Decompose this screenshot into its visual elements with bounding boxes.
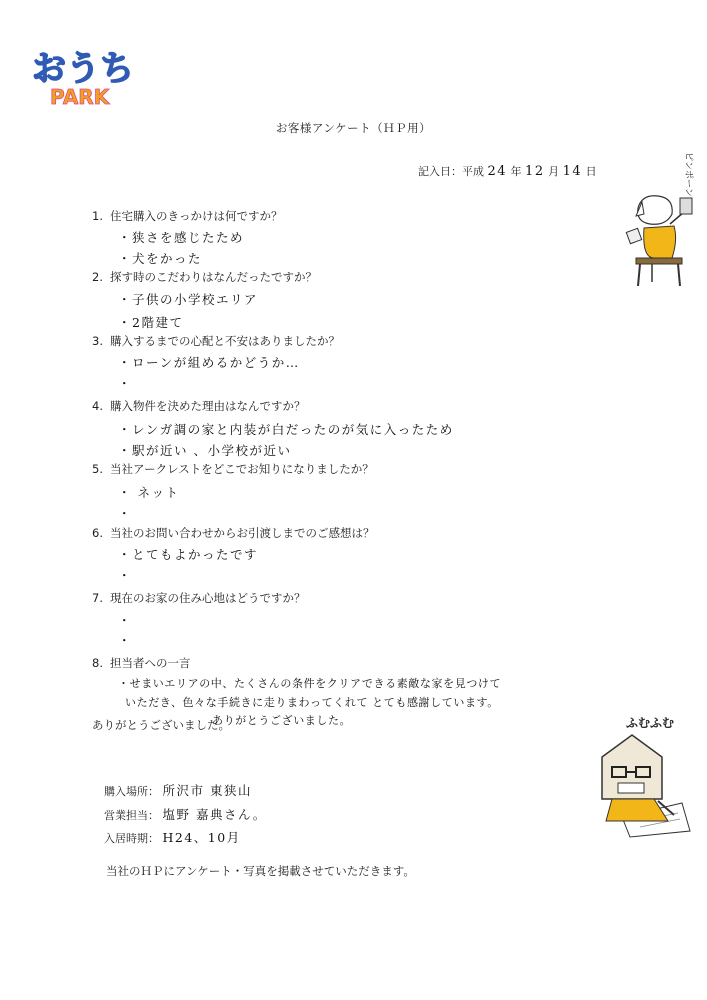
question-text: 担当者への一言 [110,656,191,670]
question-number: 6. [92,526,103,540]
question-number: 2. [92,270,103,284]
answer-4-2: ・駅が近い 、小学校が近い [118,443,292,458]
info-label: 購入場所： [104,785,159,798]
info-label: 営業担当： [104,809,159,822]
date-day-unit: 日 [585,165,597,178]
date-year-unit: 年 [510,165,522,178]
question-7 [92,590,306,606]
caption-pinpon: ピンポーン [683,152,693,197]
question-1 [92,208,283,224]
question-text: 現在のお家の住み心地はどうですか？ [110,591,306,605]
question-number: 1. [92,209,103,223]
question-text: 購入するまでの心配と不安はありましたか？ [110,334,340,348]
date-year: 24 [487,164,508,179]
answer-5-2: ・ [118,506,133,521]
question-3 [92,333,340,349]
answer-1-1: ・狭さを感じたため [118,230,245,245]
question-number: 3. [92,334,103,348]
question-number: 8. [92,656,103,670]
info-move-in [104,828,241,846]
question-6 [92,525,375,541]
date-day: 14 [562,164,583,179]
answer-8-3: ありがとうございました。 [212,714,352,727]
question-text: 当社のお問い合わせからお引渡しまでのご感想は？ [110,526,375,540]
footer-note: 当社のＨＰにアンケート・写真を掲載させていただきます。 [106,864,415,878]
info-value: 所沢市 東狭山 [162,783,252,798]
answer-4-1: ・レンガ調の家と内装が白だったのが気に入ったため [118,422,454,437]
dog-writing-graphic [582,705,702,840]
info-value: 塩野 嘉典さん。 [162,807,267,822]
answer-6-2: ・ [118,568,133,583]
answer-8-1: ・せまいエリアの中、たくさんの条件をクリアできる素敵な家を見つけて [118,677,502,690]
question-8 [92,655,191,671]
info-value: H24、10月 [162,830,241,845]
info-label: 入居時期： [104,832,159,845]
logo-word-ouchi: おうち [32,49,134,89]
date-month-unit: 月 [548,165,560,178]
date-label: 記入日：平成 [418,165,484,178]
entry-date [418,163,597,179]
info-purchase-place [104,781,252,799]
question-5 [92,461,374,477]
answer-3-1: ・ローンが組めるかどうか… [118,355,300,370]
answer-5-1: ・ ネット [118,485,180,500]
answer-2-1: ・子供の小学校エリア [118,292,259,307]
answer-1-2: ・犬をかった [118,251,203,266]
date-month: 12 [525,164,545,179]
logo-graphic [30,40,140,110]
answer-3-2: ・ [118,376,133,391]
question-text: 探す時のこだわりはなんだったですか？ [110,270,317,284]
logo-word-park: PARK [50,85,110,109]
closing-thanks: ありがとうございました。 [92,718,230,732]
answer-2-2: ・2階建て [118,315,184,330]
answer-6-1: ・とてもよかったです [118,547,259,562]
question-text: 当社アークレストをどこでお知りになりましたか？ [110,462,374,476]
oucchi-park-logo [30,40,140,110]
answer-7-2: ・ [118,633,133,648]
question-number: 7. [92,591,103,605]
info-sales-rep [104,805,267,823]
answer-7-1: ・ [118,613,133,628]
question-text: 住宅購入のきっかけは何ですか？ [110,209,283,223]
dog-doorbell-illustration [620,150,700,290]
dog-doorbell-graphic [620,150,700,290]
page-title: お客様アンケート（ＨＰ用） [275,121,432,135]
question-4 [92,398,306,414]
question-2 [92,269,317,285]
caption-fumufumu: ふむふむ [626,716,675,730]
question-text: 購入物件を決めた理由はなんですか？ [110,399,306,413]
question-number: 5. [92,462,103,476]
question-number: 4. [92,399,103,413]
dog-writing-illustration [582,705,702,840]
answer-8-2: いただき、色々な手続きに走りまわってくれて とても感謝しています。 [125,696,499,709]
